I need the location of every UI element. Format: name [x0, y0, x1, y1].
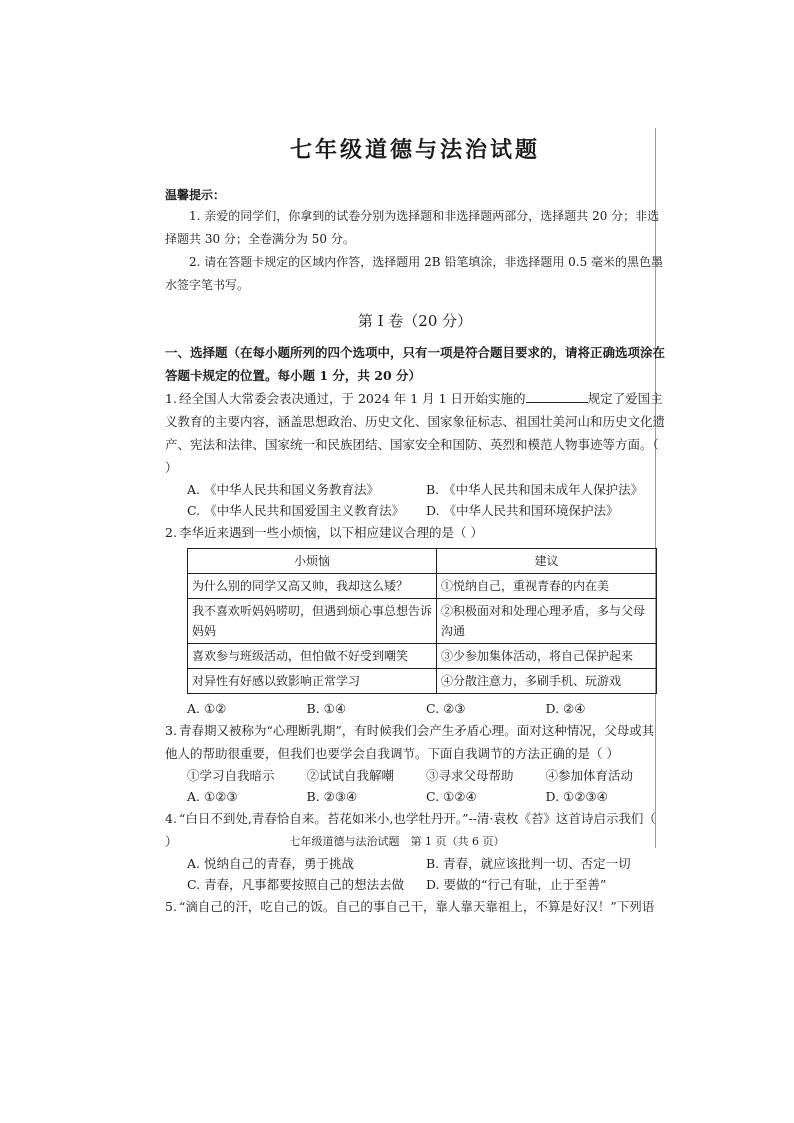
- option-b: B. ①④: [306, 701, 347, 717]
- question-1-stem-after: 规定了爱国主义教育的主要内容，涵盖思想政治、历史文化、国家象征标志、祖国壮美河山和历史文化遗产、宪法和法律、国家统一和民族团结、国家安全和国防、英烈和模范人物事迹等方面。（ ）: [165, 391, 666, 476]
- tip-item-1: 1. 亲爱的同学们，你拿到的试卷分别为选择题和非选择题两部分，选择题共 20 分；非选择题共 30 分；全卷满分为 50 分。: [165, 209, 660, 247]
- option-c: C. 青春，凡事都要按照自己的想法去做: [187, 877, 405, 893]
- table-row: [188, 644, 657, 669]
- question-3-stem: 青春期又被称为“心理断乳期”，有时候我们会产生矛盾心理。面对这种情况，父母或其他人的帮助很重要，但我们也要学会自我调节。下面自我调节的方法正确的是（ ）: [165, 723, 655, 762]
- table-cell: ②积极面对和处理心理矛盾，多与父母沟通: [437, 599, 657, 644]
- question-number: 5.: [165, 899, 177, 915]
- option-a: A. 悦纳自己的青春，勇于挑战: [187, 856, 354, 872]
- option-d: D. 要做的“行己有耻，止于至善”: [426, 877, 607, 893]
- table-header-worry: 小烦恼: [188, 549, 437, 574]
- statement-item: ②试试自我解嘲: [306, 768, 395, 784]
- table-row: [188, 574, 657, 599]
- question-number: 2.: [165, 525, 177, 541]
- answer-blank: [526, 390, 588, 403]
- option-b: B. 青春，就应该批判一切、否定一切: [426, 856, 631, 872]
- exam-title: 七年级道德与法治试题: [289, 137, 540, 163]
- question-3-items: [165, 765, 665, 786]
- option-b: B. ②③④: [306, 789, 358, 805]
- table-header-advice: 建议: [437, 549, 657, 574]
- page-footer: 七年级道德与法治试题 第 1 页（共 6 页）: [289, 835, 505, 848]
- question-4-stem: “白日不到处,青春恰自来。苔花如米小,也学牡丹开。”--清·袁枚《苔》这首诗启示我们（ ）: [165, 811, 656, 850]
- tip-item-2: 2. 请在答题卡规定的区域内作答，选择题用 2B 铅笔填涂，非选择题用 0.5 毫米的黑色墨水签字笔书写。: [165, 255, 664, 293]
- table-header-row: [188, 549, 657, 574]
- question-5: [165, 895, 665, 918]
- table-cell: 对异性有好感以致影响正常学习: [188, 669, 437, 694]
- table-row: [188, 669, 657, 694]
- section-intro: 一、选择题（在每小题所列的四个选项中，只有一项是符合题目要求的，请将正确选项涂在答题卡规定的位置。每小题 1 分，共 20 分）: [165, 345, 666, 384]
- option-d: D. ②④: [545, 701, 586, 717]
- question-2-stem: 李华近来遇到一些小烦恼，以下相应建议合理的是（ ）: [179, 525, 483, 541]
- option-c: C. ①②④: [426, 789, 477, 805]
- option-c: C. ②③: [426, 701, 466, 717]
- question-number: 4.: [165, 811, 177, 827]
- table-cell: ④分散注意力，多刷手机、玩游戏: [437, 669, 657, 694]
- option-d: D. ①②③④: [545, 789, 608, 805]
- worries-table: [187, 548, 657, 694]
- question-2-options: [165, 698, 665, 719]
- option-b: B. 《中华人民共和国未成年人保护法》: [426, 482, 644, 498]
- question-number: 3.: [165, 723, 177, 739]
- question-1-stem-before: 经全国人大常委会表决通过，于 2024 年 1 月 1 日开始实施的: [179, 391, 526, 407]
- question-3-options: [165, 786, 665, 807]
- option-c: C. 《中华人民共和国爱国主义教育法》: [187, 503, 405, 519]
- table-cell: 我不喜欢听妈妈唠叨，但遇到烦心事总想告诉妈妈: [188, 599, 437, 644]
- option-a: A. ①②: [187, 701, 227, 717]
- table-cell: ③少参加集体活动，将自己保护起来: [437, 644, 657, 669]
- statement-item: ①学习自我暗示: [187, 768, 275, 784]
- question-number: 1.: [165, 391, 177, 407]
- question-2: [165, 521, 665, 544]
- statement-item: ④参加体育活动: [545, 768, 634, 784]
- option-d: D. 《中华人民共和国环境保护法》: [426, 503, 619, 519]
- table-cell: 为什么别的同学又高又帅，我却这么矮？: [188, 574, 437, 599]
- statement-item: ③寻求父母帮助: [426, 768, 514, 784]
- option-a: A. 《中华人民共和国义务教育法》: [187, 482, 379, 498]
- question-5-stem: “滴自己的汗，吃自己的饭。自己的事自己干，靠人靠天靠祖上，不算是好汉！”下列语: [179, 899, 655, 915]
- tips-heading: 温馨提示：: [165, 188, 226, 203]
- question-1-options: [165, 479, 665, 521]
- section-title: 第 I 卷（20 分）: [357, 312, 473, 331]
- table-cell: ①悦纳自己，重视青春的内在美: [437, 574, 657, 599]
- exam-page: [165, 125, 665, 918]
- question-1: [165, 387, 665, 479]
- table-row: [188, 599, 657, 644]
- table-cell: 喜欢参与班级活动，但怕做不好受到嘲笑: [188, 644, 437, 669]
- question-4-options: [165, 853, 665, 895]
- option-a: A. ①②③: [187, 789, 238, 805]
- question-3: [165, 719, 665, 765]
